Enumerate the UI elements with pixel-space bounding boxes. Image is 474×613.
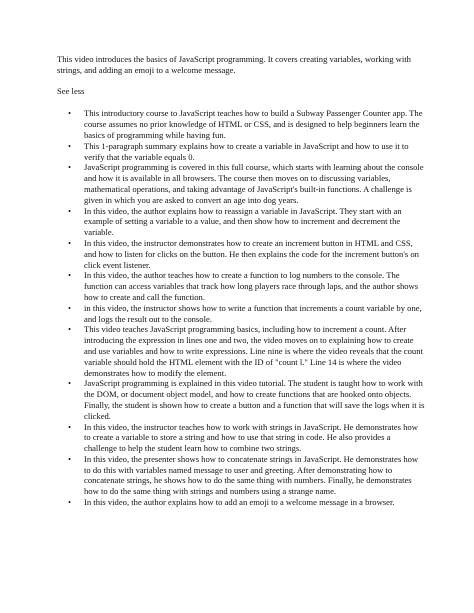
list-item	[57, 108, 425, 140]
list-item-text: In this video, the presenter shows how to concatenate strings in JavaScript. He demonstrates how to do this with variables named message to user and greeting. After demonstrating how to concatenate strings, he shows how to do the same thing with numbers. Finally, he demonstrates how to do the same thing with strings and numbers using a strange name.	[84, 453, 419, 497]
list-item-text: JavaScript programming is covered in this full course, which starts with learning about the console and how it is available in all browsers. The course then moves on to discussing variables, mathematical operations, and taking advantage of JavaScript's built-in functions. A challenge is given in which you are asked to convert an age into dog years.	[84, 162, 424, 205]
list-item	[57, 141, 425, 163]
bullet-icon: •	[68, 497, 72, 508]
list-item-text: in this video, the instructor shows how to write a function that increments a count variable by one, and logs the result out to the console.	[84, 302, 422, 324]
list-item	[57, 497, 425, 508]
bullet-icon: •	[68, 237, 72, 248]
bullet-icon: •	[68, 324, 72, 335]
bullet-icon: •	[68, 140, 72, 151]
bullet-icon: •	[68, 421, 72, 432]
list-item	[57, 162, 425, 205]
list-item-text: This video teaches JavaScript programming basics, including how to increment a count. After introducing the expression in lines one and two, the video moves on to explaining how to create and use variables and how to write expressions. Line nine is where the video reveals that the count variable should hold the HTML element with the ID of "count l." Line 14 is where the video demonstrates how to modify the element.	[84, 324, 423, 378]
list-item	[57, 324, 425, 378]
list-item-text: In this video, the author teaches how to create a function to log numbers to the console. The function can access variables that track how long players race through laps, and the author shows how to create and call the function.	[84, 270, 419, 302]
list-item-text: In this video, the author explains how to reassign a variable in JavaScript. They start with an example of setting a variable to a value, and then show how to increment and decrement the variable.	[84, 205, 402, 238]
list-item	[57, 422, 425, 454]
list-item	[57, 238, 425, 270]
list-item-text: JavaScript programming is explained in this video tutorial. The student is taught how to work with the DOM, or document object model, and how to create functions that are hooked onto objects. Finally, the student is shown how to create a button and a function that will save the logs when it is clicked.	[84, 378, 425, 421]
bullet-icon: •	[68, 302, 72, 313]
list-item-text: In this video, the instructor teaches how to work with strings in JavaScript. He demonstrates how to create a variable to store a string and how to use that string in code. He also provides a challenge to help the student learn how to combine two strings.	[84, 421, 418, 454]
see-less-link[interactable]: See less	[57, 85, 85, 96]
bullet-icon: •	[68, 378, 72, 389]
list-item	[57, 303, 425, 325]
list-item	[57, 270, 425, 302]
bullet-icon: •	[68, 270, 72, 281]
bullet-icon: •	[68, 453, 72, 464]
list-item	[57, 378, 425, 421]
bullet-icon: •	[68, 162, 72, 173]
list-item	[57, 206, 425, 238]
document-page	[57, 54, 425, 508]
list-item-text: This introductory course to JavaScript teaches how to build a Subway Passenger Counter app. The course assumes no prior knowledge of HTML or CSS, and is designed to help beginners learn the basics of programming while having fun.	[84, 108, 423, 140]
list-item-text: In this video, the author explains how to add an emoji to a welcome message in a browser.	[84, 497, 395, 508]
bullet-icon: •	[68, 205, 72, 216]
list-item	[57, 454, 425, 497]
intro-paragraph: This video introduces the basics of JavaScript programming. It covers creating variables, working with strings, and adding an emoji to a welcome message.	[57, 54, 411, 75]
summary-list	[57, 108, 425, 507]
list-item-text: This 1-paragraph summary explains how to create a variable in JavaScript and how to use it to verify that the variable equals 0.	[84, 140, 409, 162]
bullet-icon: •	[68, 108, 72, 119]
list-item-text: In this video, the instructor demonstrates how to create an increment button in HTML and CSS, and how to listen for clicks on the button. He then explains the code for the increment button's on click event listener.	[84, 237, 419, 270]
